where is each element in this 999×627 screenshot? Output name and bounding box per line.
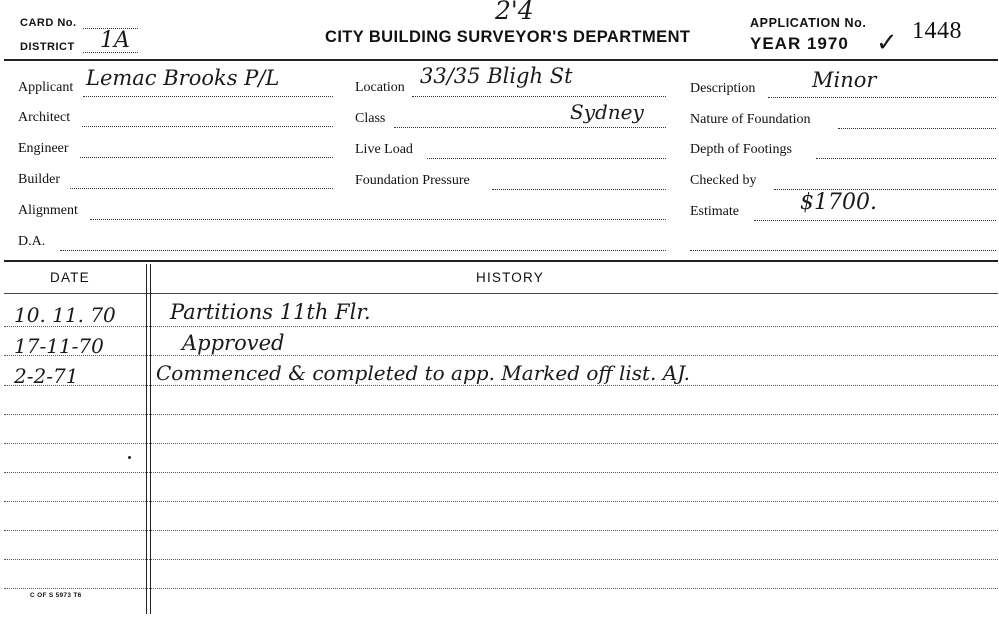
class-dotted-line: [394, 127, 666, 128]
description-dotted-line: [768, 97, 996, 98]
date-history-column-divider: [146, 264, 147, 614]
history-row-2-entry: Approved: [182, 331, 285, 355]
estimate-dotted-line: [754, 220, 996, 221]
details-divider: [4, 260, 998, 262]
da-dotted-line: [60, 250, 666, 251]
header-divider: [4, 59, 998, 61]
applicant-value: Lemac Brooks P/L: [86, 66, 280, 90]
engineer-dotted-line: [80, 157, 333, 158]
table-header-underline: [4, 293, 998, 294]
table-row-line: [4, 355, 998, 356]
table-row-line: [4, 588, 998, 589]
history-row-3-date: 2-2-71: [14, 364, 79, 388]
application-no-label: APPLICATION No.: [750, 16, 867, 30]
builder-label: Builder: [18, 172, 60, 187]
class-label: Class: [355, 111, 386, 126]
da-label: D.A.: [18, 234, 46, 249]
table-row-line: [4, 472, 998, 473]
nature-of-foundation-dotted-line: [838, 128, 996, 129]
year-label: YEAR 1970: [750, 34, 849, 53]
location-city: Sydney: [570, 100, 644, 124]
architect-label: Architect: [18, 110, 71, 125]
history-row-1-date: 10. 11. 70: [14, 303, 116, 327]
location-label: Location: [355, 80, 405, 95]
history-column-header: HISTORY: [476, 270, 544, 285]
ink-dot: [128, 456, 131, 459]
architect-dotted-line: [82, 126, 333, 127]
table-row-line: [4, 559, 998, 560]
district-value: 1A: [100, 28, 130, 53]
applicant-label: Applicant: [18, 80, 74, 95]
handwritten-reference: 2'4: [495, 0, 534, 25]
engineer-label: Engineer: [18, 141, 69, 156]
table-row-line: [4, 414, 998, 415]
location-value: 33/35 Bligh St: [420, 64, 573, 88]
district-label: DISTRICT: [20, 41, 75, 53]
column3-extra-dotted-line: [690, 250, 996, 251]
foundation-pressure-label: Foundation Pressure: [355, 173, 470, 188]
description-value: Minor: [812, 68, 877, 92]
nature-of-foundation-label: Nature of Foundation: [690, 112, 811, 127]
history-row-2-date: 17-11-70: [14, 334, 104, 358]
application-no-value: 1448: [912, 18, 962, 44]
location-dotted-line: [412, 96, 666, 97]
builder-dotted-line: [70, 188, 333, 189]
form-code: C OF S 5973 T6: [30, 592, 82, 599]
estimate-value: $1700.: [800, 190, 877, 215]
applicant-dotted-line: [83, 96, 333, 97]
date-history-column-divider-inner: [150, 264, 151, 614]
description-label: Description: [690, 81, 756, 96]
foundation-pressure-dotted-line: [492, 189, 666, 190]
depth-of-footings-label: Depth of Footings: [690, 142, 792, 157]
table-row-line: [4, 501, 998, 502]
history-row-1-entry: Partitions 11th Flr.: [170, 300, 371, 324]
live-load-dotted-line: [427, 158, 666, 159]
checked-by-label: Checked by: [690, 173, 757, 188]
card-no-label: CARD No.: [20, 17, 77, 29]
table-row-line: [4, 385, 998, 386]
alignment-label: Alignment: [18, 203, 78, 218]
alignment-dotted-line: [90, 219, 666, 220]
date-column-header: DATE: [50, 270, 90, 285]
estimate-label: Estimate: [690, 204, 739, 219]
table-row-line: [4, 530, 998, 531]
table-row-line: [4, 326, 998, 327]
history-row-3-entry: Commenced & completed to app. Marked off list. AJ.: [156, 361, 691, 385]
department-title: CITY BUILDING SURVEYOR'S DEPARTMENT: [325, 28, 691, 46]
depth-of-footings-dotted-line: [816, 158, 996, 159]
check-mark: ✓: [876, 28, 898, 58]
table-row-line: [4, 443, 998, 444]
live-load-label: Live Load: [355, 142, 413, 157]
